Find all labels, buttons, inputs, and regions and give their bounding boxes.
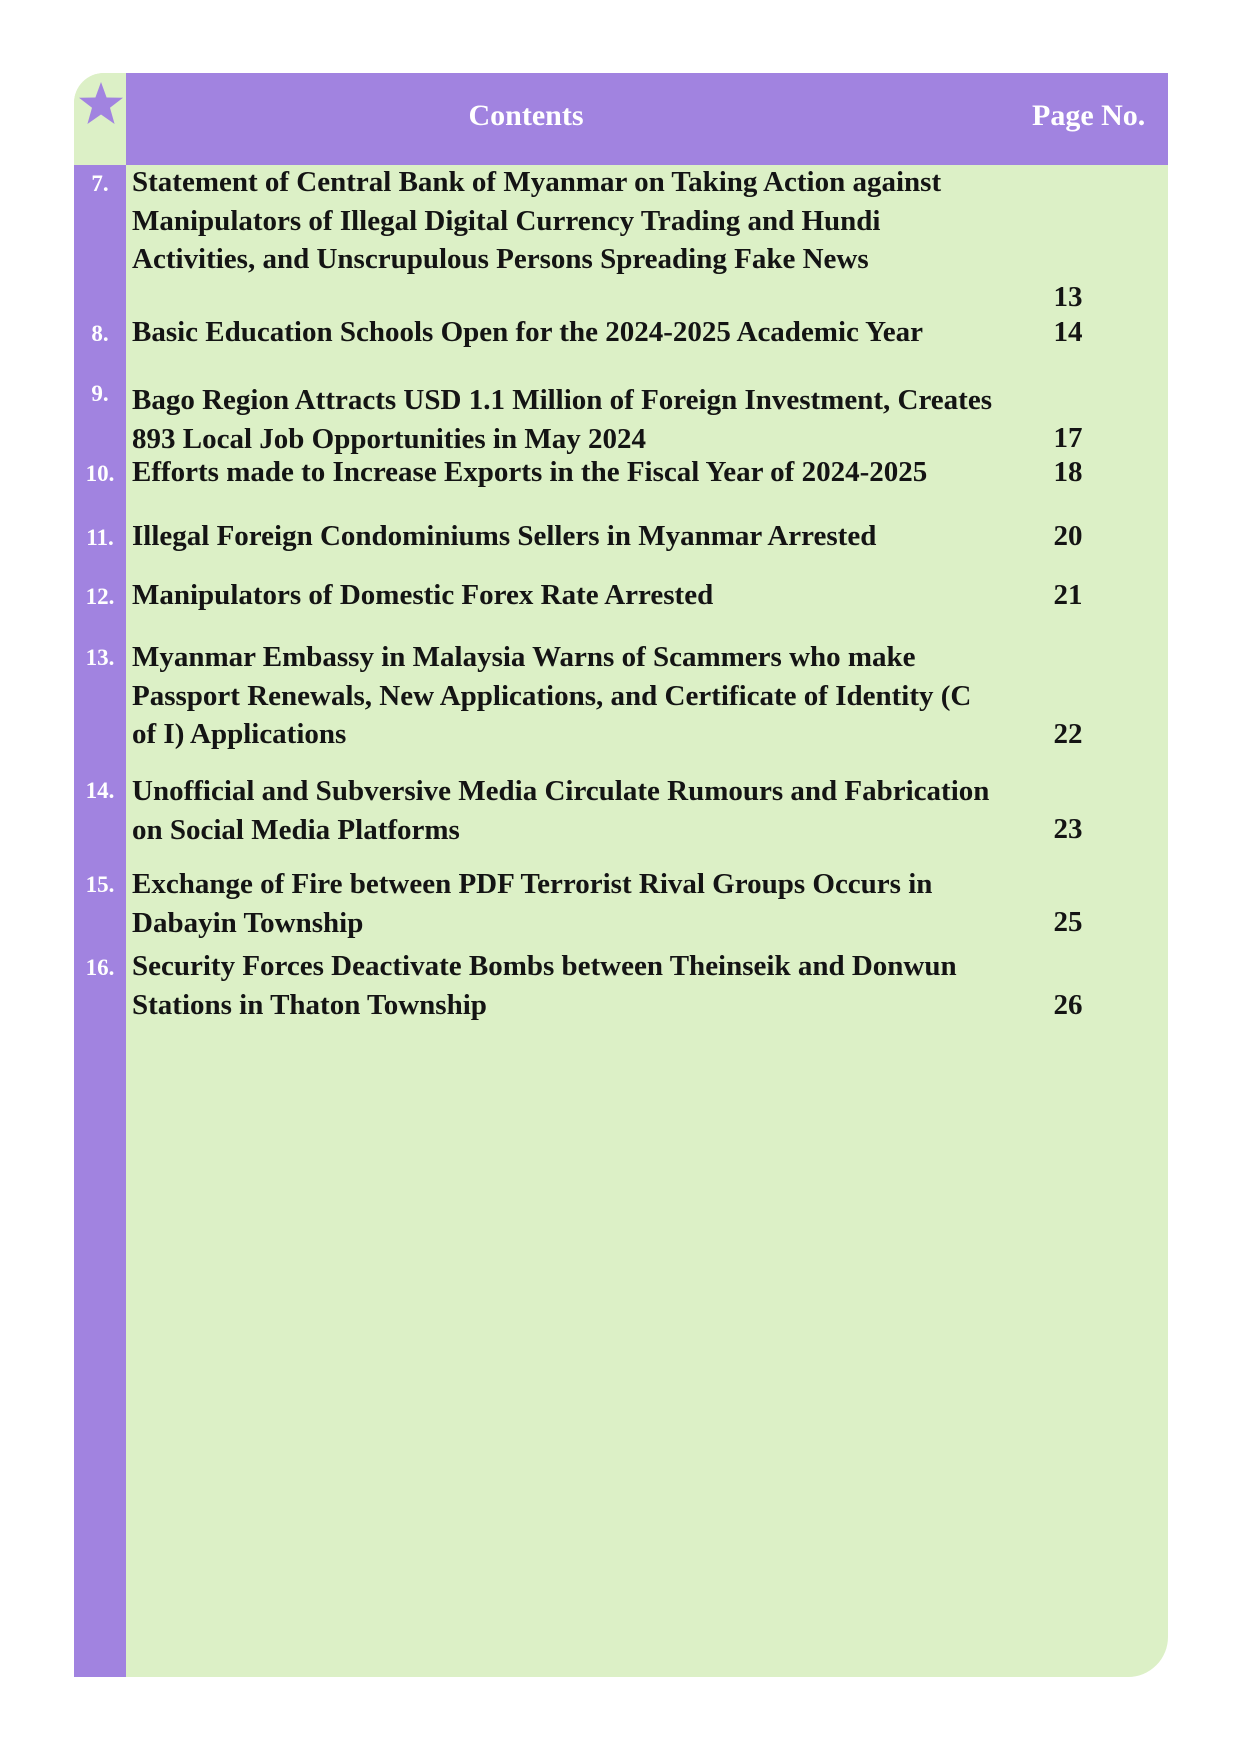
entry-page: 26: [1053, 989, 1083, 1021]
entry-number: 12.: [85, 584, 115, 609]
entry-number: 7.: [91, 171, 109, 196]
contents-panel: [74, 73, 1168, 1677]
entry-number: 13.: [85, 645, 115, 670]
entry-number: 15.: [85, 872, 115, 897]
star-icon: [78, 81, 124, 127]
entry-page: 18: [1053, 456, 1083, 488]
contents-heading: Contents: [468, 99, 584, 132]
corner-badge: [74, 73, 126, 165]
entry-title: Unofficial and Subversive Media Circulate Rumours and Fabrication on Social Media Platforms: [132, 775, 990, 846]
entry-number: 10.: [85, 461, 115, 486]
entry-title: Myanmar Embassy in Malaysia Warns of Scammers who make Passport Renewals, New Applications, and Certificate of Identity (C of I) Applications: [132, 641, 972, 750]
entry-title: Efforts made to Increase Exports in the Fiscal Year of 2024-2025: [132, 456, 928, 488]
contents-header: [126, 73, 1168, 165]
entry-title: Basic Education Schools Open for the 2024-2025 Academic Year: [132, 316, 924, 348]
entry-title: Exchange of Fire between PDF Terrorist Rival Groups Occurs in Dabayin Township: [132, 868, 933, 939]
entry-title: Illegal Foreign Condominiums Sellers in Myanmar Arrested: [132, 520, 877, 552]
entry-page: 20: [1053, 520, 1083, 552]
entry-title: Bago Region Attracts USD 1.1 Million of Foreign Investment, Creates 893 Local Job Opportunities in May 2024: [132, 384, 992, 455]
entry-title: Statement of Central Bank of Myanmar on Taking Action against Manipulators of Illegal Digital Currency Trading and Hundi Activities, and Unscrupulous Persons Spreading Fake News: [132, 166, 942, 275]
entry-page: 17: [1053, 422, 1083, 454]
page-number-heading: Page No.: [1032, 99, 1146, 132]
entry-page: 13: [1053, 281, 1083, 313]
entry-number: 9.: [91, 381, 109, 406]
entry-page: 25: [1053, 906, 1083, 938]
entry-number: 16.: [85, 955, 115, 980]
entry-number: 8.: [91, 321, 109, 346]
entry-number: 11.: [86, 525, 114, 550]
entry-page: 14: [1053, 316, 1083, 348]
entry-number: 14.: [85, 778, 115, 803]
entry-title: Security Forces Deactivate Bombs between Theinseik and Donwun Stations in Thaton Township: [132, 950, 957, 1021]
entry-page: 21: [1053, 579, 1083, 611]
entry-page: 23: [1053, 813, 1083, 845]
entry-title: Manipulators of Domestic Forex Rate Arrested: [132, 579, 714, 611]
entry-page: 22: [1053, 718, 1083, 750]
